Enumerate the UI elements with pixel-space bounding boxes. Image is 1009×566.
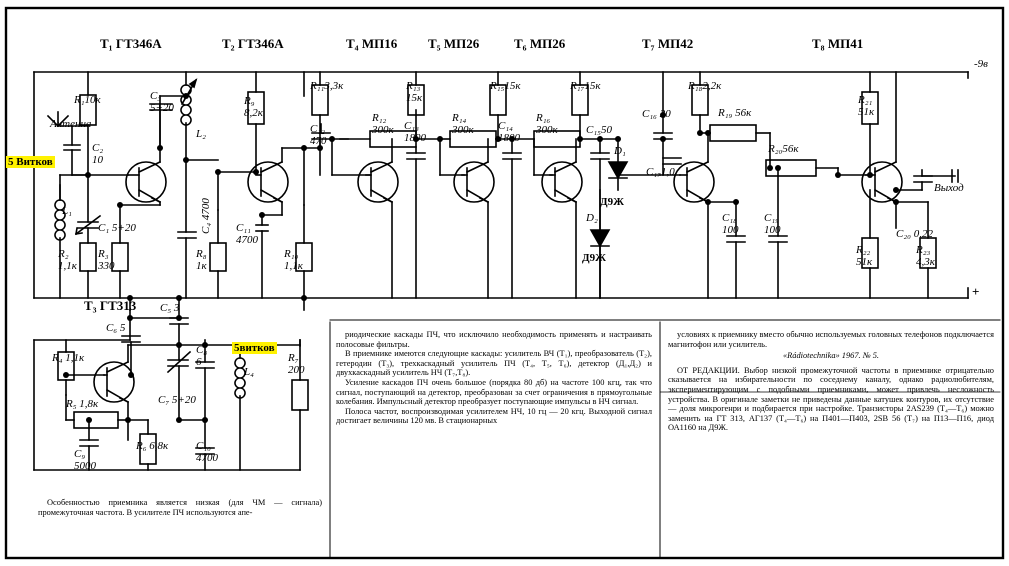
- component-c11: C₁₁ 4700: [236, 222, 258, 246]
- component-r17: R₁₇15к: [570, 80, 601, 92]
- component-r7: R₇ 200: [288, 352, 305, 376]
- component-r8: R₈ 1к: [196, 248, 207, 272]
- component-l2: L₂: [196, 128, 206, 140]
- component-c17: C₁₇1,0: [646, 166, 675, 178]
- component-c8: C₈ 6: [196, 344, 208, 368]
- transistor-label-t7: T₇ МП42: [642, 36, 694, 51]
- text-column-1: Особенностью приемника является низкая (для ЧМ — сигнала) промежуточная частота. В усилителе ПЧ используются апе-: [38, 498, 322, 517]
- transistor-label-t5: T₅ МП26: [428, 36, 480, 51]
- turns-left-label: 5 Витков: [8, 156, 53, 168]
- component-r5: R₅ 1,8к: [66, 398, 99, 410]
- component-r2: R₂ 1,1к: [58, 248, 77, 272]
- component-r21: R₂₁ 51к: [858, 94, 875, 118]
- component-l1: L₁: [62, 205, 72, 217]
- component-c4: C₄ 4700: [200, 198, 212, 234]
- component-c9: C₉ 5000: [74, 448, 96, 472]
- component-c20: C₂₀ 0,22: [896, 228, 933, 240]
- component-c13: C₁₃ 1800: [404, 120, 426, 144]
- component-r13: R₁₃ 15к: [406, 80, 423, 104]
- component-c14: C₁₄ 1800: [498, 120, 520, 144]
- component-c7: C₇ 5+20: [158, 394, 196, 406]
- component-r4: R₄ 1,1к: [52, 352, 85, 364]
- transistor-label-t2: T₂ ГТ346А: [222, 36, 284, 51]
- transistor-label-t4: T₄ МП16: [346, 36, 398, 51]
- component-r10: R₁₀ 1,1к: [284, 248, 303, 272]
- component-r6: R₆ 6,8к: [136, 440, 169, 452]
- component-r3: R₃ 330: [98, 248, 115, 272]
- component-r14: R₁₄ 300к: [452, 112, 474, 136]
- component-d1-type: Д9Ж: [600, 196, 624, 208]
- component-c10: C₁₀ 4700: [196, 440, 218, 464]
- antenna-label: Антенна: [50, 118, 92, 130]
- component-d1: D₁: [614, 145, 626, 157]
- component-r9: R₉ 8,2к: [244, 95, 263, 119]
- component-c18: C₁₈ 100: [722, 212, 739, 236]
- text-column-3: условиях к приемнику вместо обычно используемых головных телефонов подключается магнитофон или усилитель. «Rádiotechnika» 1967. № 5. ОТ РЕДАКЦИИ. Выбор низкой промежуточной частоты в приемнике отрицательно сказывается на избирательности по соседнему каналу, однако радиолюбителям, экспериментирующим с подобными приемниками, может привлечь несложность устройства. В оригинале заметки не приведены данные катушек контуров, их отсутствие — доля микрогенри и подбирается при настройке. Транзисторы 2АS239 (Т₄—Т₆) можно заменить на ГТ 313, АГ137 (Т₄—Т₆) на П401—П403, 2SB 56 (Т₇) на П13—П16, диод ОА1160 на Д9Ж.: [668, 330, 994, 433]
- transistor-label-t6: T₆ МП26: [514, 36, 566, 51]
- component-r16: R₁₆ 300к: [536, 112, 558, 136]
- component-r22: R₂₂ 51к: [856, 244, 873, 268]
- component-d2-type: Д9Ж: [582, 252, 606, 264]
- component-r1: R₁10к: [74, 94, 101, 106]
- transistor-label-t1: T₁ ГТ346А: [100, 36, 162, 51]
- turns-mid-label: 5витков: [234, 342, 275, 354]
- text-column-2: риодические каскады ПЧ, что исключило необходимость применять и настраивать полосовые фильтры. В приемнике имеются следующие каскады: усилитель ВЧ (Т₁), преобразователь (Т₂), гетеродин (Т₃), трехкаскадный усилитель ПЧ (Т₄, Т₅, Т₆), детектор (Д₁,Д₂) и двухкаскадный усилитель НЧ (Т₇,Т₈). Усиление каскадов ПЧ очень большое (порядка 80 дб) на частоте 100 кгц, так что сигнал, поступающий на детектор, преобразован за счет ограничения в прямоугольные колебания. Импульсный детектор преобразует поступающие импульсы в НЧ сигнал. Полоса частот, воспроизводимая усилителем НЧ, 10 гц — 20 кгц. Выходной сигнал достигает величины 120 мв. В стационарных: [336, 330, 652, 426]
- component-c15: C₁₅50: [586, 124, 612, 136]
- component-c2: C₂ 10: [92, 142, 104, 166]
- component-c19: C₁₉ 100: [764, 212, 781, 236]
- component-r23: R₂₃ 4,3к: [916, 244, 935, 268]
- component-r12: R₁₂ 300к: [372, 112, 394, 136]
- output-label: Выход: [934, 182, 964, 194]
- transistor-label-t8: T₈ МП41: [812, 36, 864, 51]
- component-r15: R₁₅15к: [490, 80, 521, 92]
- transistor-label-t3: T₃ ГТ313: [84, 298, 137, 313]
- supply-label: -9в: [974, 58, 988, 70]
- plus-label: +: [972, 284, 980, 299]
- component-c16: C₁₆ 20: [642, 108, 671, 120]
- component-c12: C₁₂ 470: [310, 123, 327, 147]
- component-d2: D₂: [586, 212, 598, 224]
- component-c5: C₅ 3: [160, 302, 180, 314]
- component-r11: R₁₁3,3к: [310, 80, 344, 92]
- component-c1: C₁ 5+20: [98, 222, 136, 234]
- component-l4: L₄: [244, 366, 254, 378]
- component-c3: C₃ 5+20: [150, 90, 174, 114]
- component-c6: C₆ 5: [106, 322, 126, 334]
- component-r19: R₁₉ 56к: [718, 107, 752, 119]
- component-r20: R₂₀56к: [768, 143, 799, 155]
- component-r18: R₁₈2,2к: [688, 80, 722, 92]
